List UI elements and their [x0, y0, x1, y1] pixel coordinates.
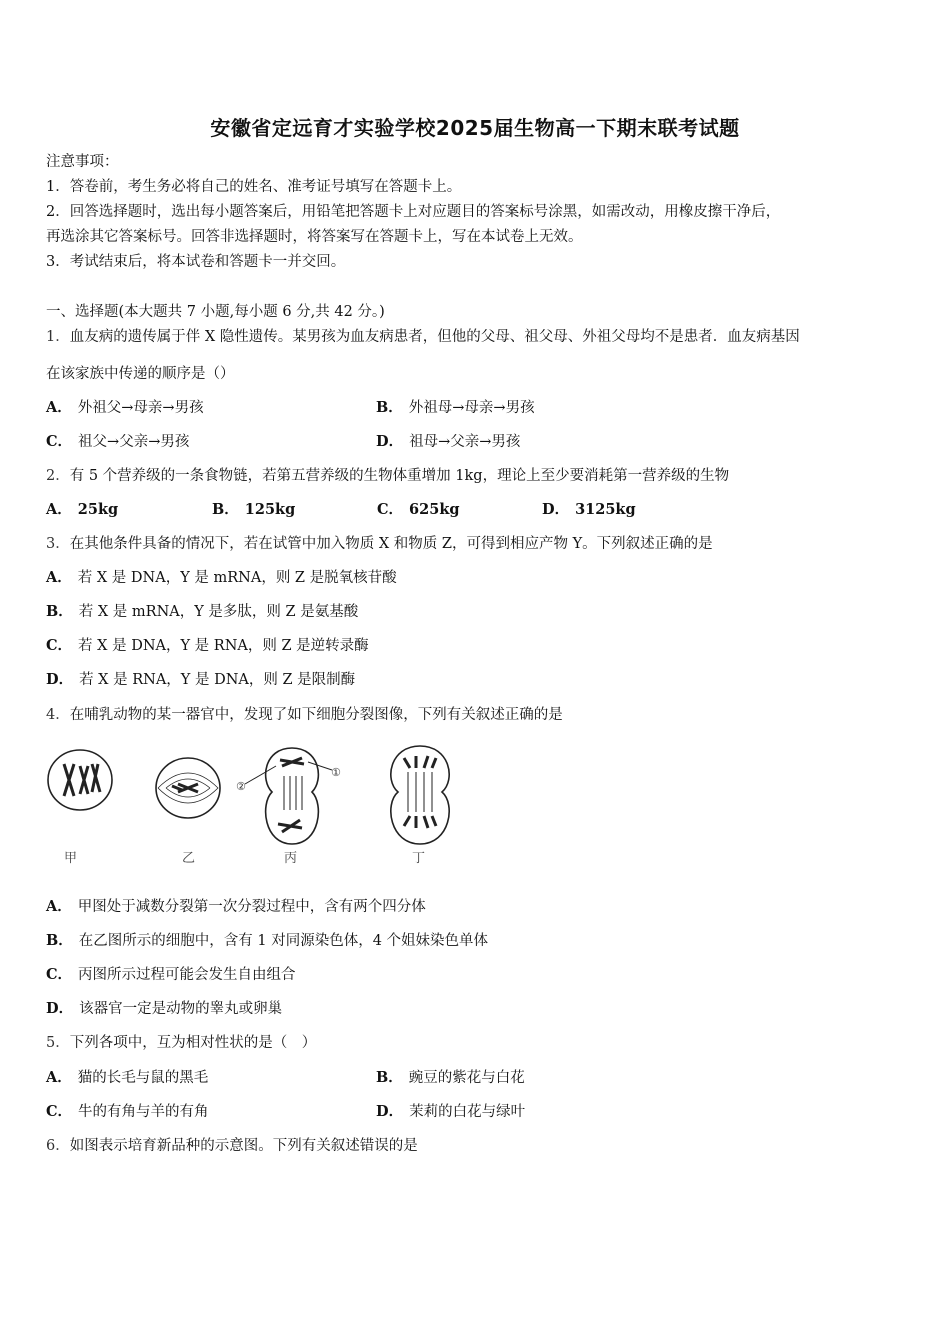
option-b [376, 398, 535, 418]
option-d [376, 432, 520, 452]
option-label: C． [46, 433, 73, 450]
option-label: B． [212, 501, 239, 518]
notice-heading: 注意事项： [46, 154, 119, 170]
question-number: 4． [46, 707, 70, 723]
option-b [376, 1068, 525, 1088]
option-a [46, 568, 397, 588]
option-text: 若 X 是 DNA，Y 是 mRNA，则 Z 是脱氧核苷酸 [77, 570, 397, 586]
notice-item: 3．考试结束后，将本试卷和答题卡一并交回。 [46, 254, 346, 270]
option-text: 外祖母→母亲→男孩 [408, 400, 535, 416]
option-text: 该器官一定是动物的睾丸或卵巢 [79, 1001, 283, 1017]
question-4 [46, 705, 563, 725]
option-text: 丙图所示过程可能会发生自由组合 [78, 967, 296, 983]
option-b [46, 602, 358, 622]
option-text: 祖父→父亲→男孩 [78, 434, 190, 450]
option-label: A． [46, 399, 72, 416]
option-a [46, 398, 204, 418]
cell-jia-diagram [48, 750, 112, 810]
figure-mark-2: ② [236, 780, 246, 793]
question-number: 3． [46, 536, 70, 552]
option-label: B． [376, 399, 403, 416]
option-c [46, 965, 296, 985]
option-text: 若 X 是 DNA，Y 是 RNA，则 Z 是逆转录酶 [78, 638, 369, 654]
option-label: D． [376, 433, 404, 450]
figure-label-yi: 乙 [182, 851, 196, 866]
section-heading: 一、选择题(本大题共 7 小题,每小题 6 分,共 42 分。) [46, 304, 385, 320]
cell-division-figure [40, 740, 460, 870]
option-d [542, 500, 636, 520]
option-text: 在乙图所示的细胞中，含有 1 对同源染色体，4 个姐妹染色单体 [78, 933, 489, 949]
option-label: B． [46, 932, 73, 949]
option-label: B． [376, 1069, 403, 1086]
question-1 [46, 327, 800, 347]
option-d [46, 670, 355, 690]
option-c [46, 636, 369, 656]
option-label: D． [46, 1000, 74, 1017]
cell-bing-diagram [245, 748, 332, 844]
option-b [46, 931, 488, 951]
question-stem: 有 5 个营养级的一条食物链，若第五营养级的生物体重增加 1kg，理论上至少要消耗第一营养级的生物 [69, 468, 730, 484]
notice-item: 再选涂其它答案标号。回答非选择题时，将答案写在答题卡上，写在本试卷上无效。 [46, 229, 583, 245]
option-label: A． [46, 898, 72, 915]
question-5 [46, 1033, 316, 1053]
question-stem: 下列各项中，互为相对性状的是（ ） [69, 1035, 317, 1051]
question-3 [46, 534, 713, 554]
question-stem-continued: 在该家族中传递的顺序是（） [46, 366, 235, 382]
notice-item: 2．回答选择题时，选出每小题答案后，用铅笔把答题卡上对应题目的答案标号涂黑，如需改动，用橡皮擦干净后， [46, 204, 781, 220]
option-label: D． [376, 1103, 404, 1120]
question-stem: 在其他条件具备的情况下，若在试管中加入物质 X 和物质 Z，可得到相应产物 Y。下列叙述正确的是 [69, 536, 713, 552]
option-text: 若 X 是 mRNA，Y 是多肽，则 Z 是氨基酸 [78, 604, 359, 620]
option-text: 祖母→父亲→男孩 [409, 434, 521, 450]
option-a [46, 1068, 208, 1088]
question-2 [46, 466, 729, 486]
option-text: 若 X 是 RNA，Y 是 DNA，则 Z 是限制酶 [79, 672, 356, 688]
option-text: 125kg [244, 501, 296, 518]
question-number: 6． [46, 1138, 70, 1154]
question-number: 1． [46, 329, 70, 345]
option-d [46, 999, 282, 1019]
option-label: D． [542, 501, 570, 518]
option-text: 牛的有角与羊的有角 [78, 1104, 209, 1120]
option-text: 茉莉的白花与绿叶 [409, 1104, 526, 1120]
option-a [46, 500, 118, 520]
option-text: 豌豆的紫花与白花 [408, 1070, 525, 1086]
option-label: A． [46, 569, 72, 586]
option-text: 3125kg [575, 501, 636, 518]
question-6 [46, 1136, 418, 1156]
question-number: 5． [46, 1035, 70, 1051]
figure-label-jia: 甲 [64, 851, 78, 866]
option-a [46, 897, 426, 917]
option-text: 甲图处于减数分裂第一次分裂过程中，含有两个四分体 [77, 899, 426, 915]
option-label: C． [46, 637, 73, 654]
option-label: C． [377, 501, 404, 518]
option-label: D． [46, 671, 74, 688]
option-label: C． [46, 1103, 73, 1120]
option-text: 25kg [77, 501, 119, 518]
question-stem: 如图表示培育新品种的示意图。下列有关叙述错误的是 [69, 1138, 418, 1154]
option-label: A． [46, 1069, 72, 1086]
question-stem: 血友病的遗传属于伴 X 隐性遗传。某男孩为血友病患者，但他的父母、祖父母、外祖父母均不是患者．血友病基因 [69, 329, 800, 345]
option-d [376, 1102, 525, 1122]
option-label: B． [46, 603, 73, 620]
cell-yi-diagram [156, 758, 220, 818]
notice-item: 1．答卷前，考生务必将自己的姓名、准考证号填写在答题卡上。 [46, 179, 462, 195]
figure-label-bing: 丙 [284, 851, 298, 866]
option-c [46, 1102, 209, 1122]
option-label: A． [46, 501, 72, 518]
question-stem: 在哺乳动物的某一器官中，发现了如下细胞分裂图像，下列有关叙述正确的是 [69, 707, 563, 723]
option-c [46, 432, 189, 452]
cell-ding-diagram [391, 746, 449, 844]
figure-mark-1: ① [331, 766, 341, 779]
page-title: 安徽省定远育才实验学校2025届生物高一下期末联考试题 [210, 116, 740, 140]
figure-label-ding: 丁 [412, 851, 426, 866]
option-text: 外祖父→母亲→男孩 [77, 400, 204, 416]
option-text: 625kg [409, 501, 460, 518]
option-text: 猫的长毛与鼠的黑毛 [77, 1070, 209, 1086]
question-number: 2． [46, 468, 70, 484]
option-label: C． [46, 966, 73, 983]
option-b [212, 500, 295, 520]
option-c [377, 500, 460, 520]
